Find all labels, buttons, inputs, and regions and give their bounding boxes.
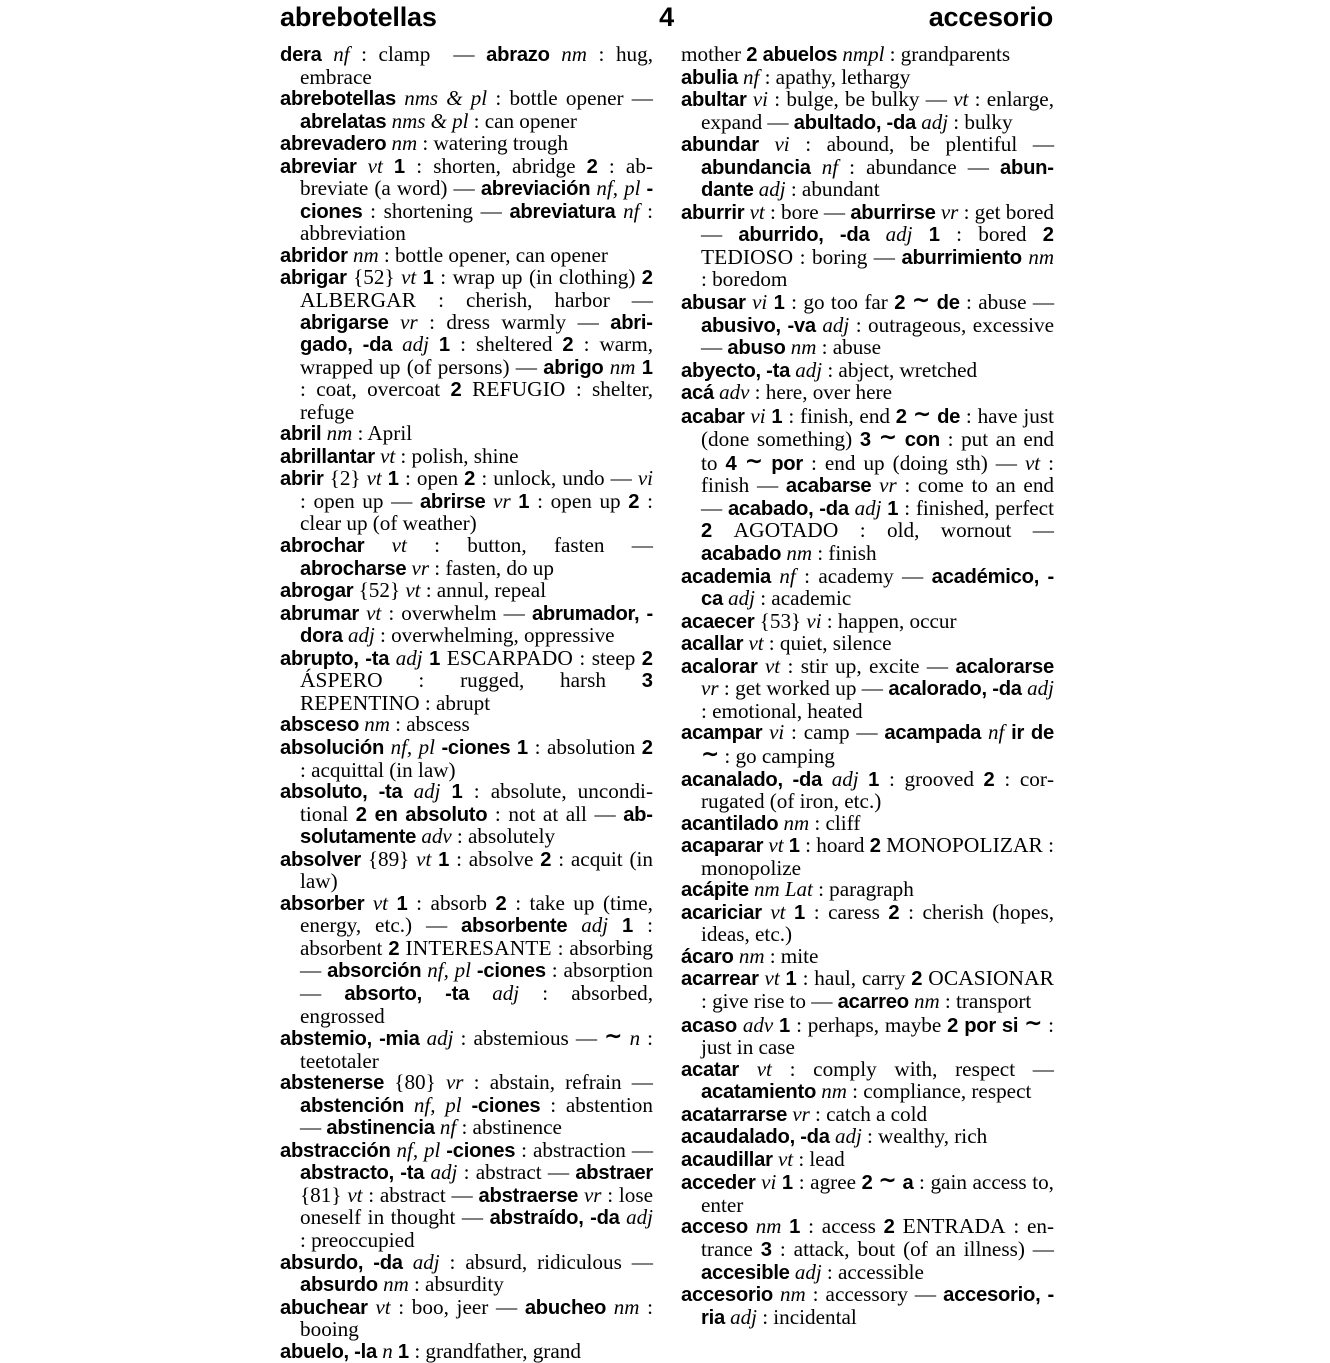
dictionary-entry: mother 2 abuelos nmpl : grandparents <box>681 42 1011 66</box>
dictionary-entry: abrigar {52} vt 1 : wrap up (in clothing) 2 ALBERGAR : cherish, harbor — abrigarse vr : dress warmly — abrigado, -da adj 1 : sheltered 2 : warm, wrapped up (of persons) — abrigo nm 1 : coat, overcoat 2 REFUGIO : shelter, refuge <box>280 265 654 424</box>
dictionary-entry: aburrir vt : bore — aburrirse vr : get bored — aburrido, -da adj 1 : bored 2 TEDIOSO : boring — aburrimiento nm : boredom <box>681 199 1055 292</box>
dictionary-entry: acallar vt : quiet, silence <box>681 631 892 656</box>
text-columns <box>280 42 1055 1363</box>
dictionary-entry: acariciar vt 1 : caress 2 : cherish (hopes, ideas, etc.) <box>681 899 1054 947</box>
dictionary-entry: acaso adv 1 : perhaps, maybe 2 por si ∼ : just in case <box>681 1009 1055 1060</box>
dictionary-entry: acceso nm 1 : access 2 ENTRADA : entrance 3 : attack, bout (of an illness) — accesible adj : accessible <box>681 1214 1055 1284</box>
dictionary-entry: abusar vi 1 : go too far 2 ∼ de : abuse — abusivo, -va adj : outrageous, excessive — abuso nm : abuse <box>681 287 1055 360</box>
column-right <box>681 44 1054 1330</box>
dictionary-entry: abstemio, -mia adj : abstemious — ∼ n : teetotaler <box>280 1023 653 1073</box>
dictionary-entry: absurdo, -da adj : absurd, ridiculous — absurdo nm : absurdity <box>280 1249 653 1297</box>
dictionary-entry: acantilado nm : cliff <box>681 810 861 835</box>
dictionary-entry: abridor nm : bottle opener, can opener <box>280 242 608 267</box>
dictionary-entry: acaudillar vt : lead <box>681 1146 845 1171</box>
dictionary-entry: acaudalado, -da adj : wealthy, rich <box>681 1124 988 1149</box>
dictionary-entry: acarrear vt 1 : haul, carry 2 OCASIONAR : give rise to — acarreo nm : transport <box>681 966 1054 1013</box>
dictionary-entry: acanalado, -da adj 1 : grooved 2 : corrugated (of iron, etc.) <box>681 766 1055 814</box>
dictionary-entry: academia nf : academy — académico, -ca adj : academic <box>681 563 1054 611</box>
dictionary-entry: acaecer {53} vi : happen, occur <box>681 608 957 633</box>
dictionary-entry: abyecto, -ta adj : abject, wretched <box>681 357 978 382</box>
dictionary-entry: absolución nf, pl -ciones 1 : absolution 2 : acquittal (in law) <box>280 734 653 782</box>
dictionary-entry: absoluto, -ta adj 1 : absolute, unconditional 2 en absoluto : not at all — absolutamente adv : absolutely <box>280 779 653 849</box>
dictionary-entry: abrevadero nm : watering trough <box>280 131 569 156</box>
dictionary-entry: acatar vt : comply with, respect — acatamiento nm : compliance, respect <box>681 1056 1054 1104</box>
dictionary-entry: dera nf : clamp — abrazo nm : hug, embrace <box>280 42 654 89</box>
running-head-right-guide-word: accesorio <box>928 1 1053 32</box>
dictionary-entry: abrogar {52} vt : annul, repeal <box>280 578 547 603</box>
dictionary-entry: absceso nm : abscess <box>280 712 470 737</box>
dictionary-entry: abrumar vt : overwhelm — abrumador, -dora adj : overwhelming, oppressive <box>280 600 653 648</box>
dictionary-entry: acampar vi : camp — acampada nf ir de ∼ : go camping <box>681 720 1054 768</box>
dictionary-entry: acceder vi 1 : agree 2 ∼ a : gain access to, enter <box>681 1167 1054 1217</box>
dictionary-entry: abrebotellas nms & pl : bottle opener — abrelatas nms & pl : can opener <box>280 86 653 133</box>
dictionary-entry: acabar vi 1 : finish, end 2 ∼ de : have just (done something) 3 ∼ con : put an end to 4 ∼ por : end up (doing sth) — vt : finish — acabarse vr : come to an end — acabado, -da adj 1 : finished, perfect 2 AGOTADO : old, wornout — acabado nm : finish <box>681 400 1055 566</box>
dictionary-entry: abril nm : April <box>280 421 413 446</box>
running-head-left-guide-word: abrebotellas <box>280 1 437 32</box>
dictionary-entry: acatarrarse vr : catch a cold <box>681 1101 928 1126</box>
running-head <box>280 0 1053 34</box>
dictionary-entry: abrupto, -ta adj 1 ESCARPADO : steep 2 ÁSPERO : rugged, harsh 3 REPENTINO : abrupt <box>280 645 654 715</box>
dictionary-entry: ácaro nm : mite <box>681 943 819 968</box>
dictionary-entry: abultar vi : bulge, be bulky — vt : enlarge, expand — abultado, -da adj : bulky <box>681 87 1055 134</box>
dictionary-entry: abstracción nf, pl -ciones : abstraction — abstracto, -ta adj : abstract — abstraer {81} vt : abstract — abstraerse vr : lose oneself in thought — abstraído, -da adj : preoccupied <box>280 1137 654 1252</box>
dictionary-entry: absolver {89} vt 1 : absolve 2 : acquit (in law) <box>280 846 653 894</box>
dictionary-entry: abrillantar vt : polish, shine <box>280 443 519 468</box>
page-number: 4 <box>659 1 674 32</box>
dictionary-entry: abuelo, -la n 1 : grandfather, grand <box>280 1338 581 1363</box>
dictionary-entry: acápite nm Lat : paragraph <box>681 877 914 902</box>
dictionary-entry: acalorar vt : stir up, excite — acalorarse vr : get worked up — acalorado, -da adj : emotional, heated <box>681 653 1054 723</box>
dictionary-entry: acaparar vt 1 : hoard 2 MONOPOLIZAR : monopolize <box>681 833 1055 880</box>
dictionary-entry: abulia nf : apathy, lethargy <box>681 64 911 89</box>
dictionary-entry: accesorio nm : accessory — accesorio, -ria adj : incidental <box>681 1282 1054 1329</box>
dictionary-entry: absorber vt 1 : absorb 2 : take up (time, energy, etc.) — absorbente adj 1 : absorbent 2 INTERESANTE : absorbing — absorción nf, pl -ciones : absorption — absorto, -ta adj : absorbed, engrossed <box>280 890 654 1028</box>
dictionary-entry: acá adv : here, over here <box>681 380 893 405</box>
dictionary-entry: abstenerse {80} vr : abstain, refrain — abstención nf, pl -ciones : abstention — abstinencia nf : abstinence <box>280 1070 653 1140</box>
column-left <box>280 42 654 1363</box>
dictionary-entry: abrir {2} vt 1 : open 2 : unlock, undo — vi : open up — abrirse vr 1 : open up 2 : clear up (of weather) <box>280 466 654 536</box>
dictionary-entry: abundar vi : abound, be plentiful — abundancia nf : abundance — abundante adj : abundant <box>681 132 1055 202</box>
dictionary-entry: abuchear vt : boo, jeer — abucheo nm : booing <box>280 1294 653 1342</box>
dictionary-entry: abrochar vt : button, fasten — abrocharse vr : fasten, do up <box>280 533 653 580</box>
dictionary-entry: abreviar vt 1 : shorten, abridge 2 : abbreviate (a word) — abreviación nf, pl -ciones : shortening — abreviatura nf : abbreviation <box>280 153 653 246</box>
